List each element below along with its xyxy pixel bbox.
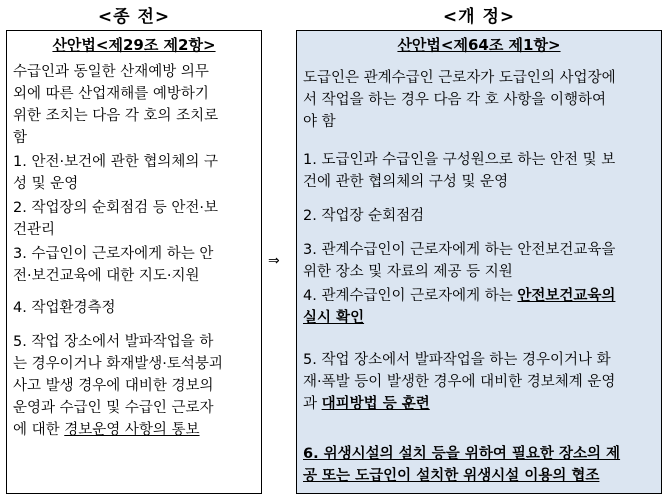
- before-line: 사고 발생 경우에 대비한 경보의: [13, 378, 214, 394]
- before-heading: <종 전>: [97, 7, 171, 27]
- before-line: 성 및 운영: [13, 176, 79, 192]
- before-line: 외에 따른 산업재해를 예방하기: [13, 86, 209, 102]
- before-line: 는 경우이거나 화재발생·토석붕괴: [13, 356, 223, 372]
- before-line: 함: [13, 130, 28, 146]
- after-item-4-bold-line: 실시 확인: [303, 310, 365, 326]
- before-underlined-text: 경보운영 사항의 통보: [64, 422, 200, 438]
- after-box: [296, 30, 662, 494]
- after-item-4-bold: 안전보건교육의: [517, 288, 616, 304]
- after-item-5-last: [303, 393, 430, 415]
- before-line: 전·보건교육에 대한 지도·지원: [13, 268, 200, 284]
- before-line: 1. 안전·보건에 관한 협의체의 구: [13, 154, 218, 170]
- after-item-4: [303, 285, 615, 307]
- before-line: 4. 작업환경측정: [13, 300, 116, 316]
- before-line: 3. 수급인이 근로자에게 하는 안: [13, 246, 214, 262]
- before-box: [6, 30, 262, 494]
- after-item-3: 위한 장소 및 자료의 제공 등 지원: [303, 264, 513, 280]
- after-item-1: 1. 도급인과 수급인을 구성원으로 하는 안전 및 보: [303, 152, 616, 168]
- before-line: 운영과 수급인 및 수급인 근로자: [13, 400, 214, 416]
- after-heading: <개 정>: [442, 7, 516, 27]
- before-line: 수급인과 동일한 산재예방 의무: [13, 64, 209, 80]
- after-item-3: 3. 관계수급인이 근로자에게 하는 안전보건교육을: [303, 242, 616, 258]
- after-intro-line: 도급인은 관계수급인 근로자가 도급인의 사업장에: [303, 70, 616, 86]
- before-line: 건관리: [13, 222, 56, 238]
- after-item-2: 2. 작업장 순회점검: [303, 208, 425, 224]
- after-law-ref: 산안법<제64조 제1항>: [397, 36, 561, 54]
- after-item-5-text: 과: [303, 396, 322, 412]
- after-item-5: 재·폭발 등이 발생한 경우에 대비한 경보체계 운영: [303, 374, 616, 390]
- after-item-1: 건에 관한 협의체의 구성 및 운영: [303, 174, 509, 190]
- before-line-text: 에 대한: [13, 422, 65, 438]
- after-item-5: 5. 작업 장소에서 발파작업을 하는 경우이거나 화: [303, 352, 611, 368]
- before-last-line: [13, 419, 200, 441]
- after-item-6: 공 또는 도급인이 설치한 위생시설 이용의 협조: [303, 468, 600, 484]
- before-law-ref: 산안법<제29조 제2항>: [52, 36, 216, 54]
- after-intro-line: 야 함: [303, 114, 336, 130]
- before-line: 위한 조치는 다음 각 호의 조치로: [13, 108, 219, 124]
- after-item-6: 6. 위생시설의 설치 등을 위하여 필요한 장소의 제: [303, 446, 621, 462]
- before-line: 5. 작업 장소에서 발파작업을 하: [13, 334, 214, 350]
- before-line: 2. 작업장의 순회점검 등 안전·보: [13, 200, 218, 216]
- after-item-5-bold: 대피방법 등 훈련: [321, 396, 430, 412]
- after-intro-line: 서 작업을 하는 경우 다음 각 호 사항을 이행하여: [303, 92, 607, 108]
- after-item-4-text: 4. 관계수급인이 근로자에게 하는: [303, 288, 518, 304]
- arrow-icon: ⇒: [268, 253, 280, 269]
